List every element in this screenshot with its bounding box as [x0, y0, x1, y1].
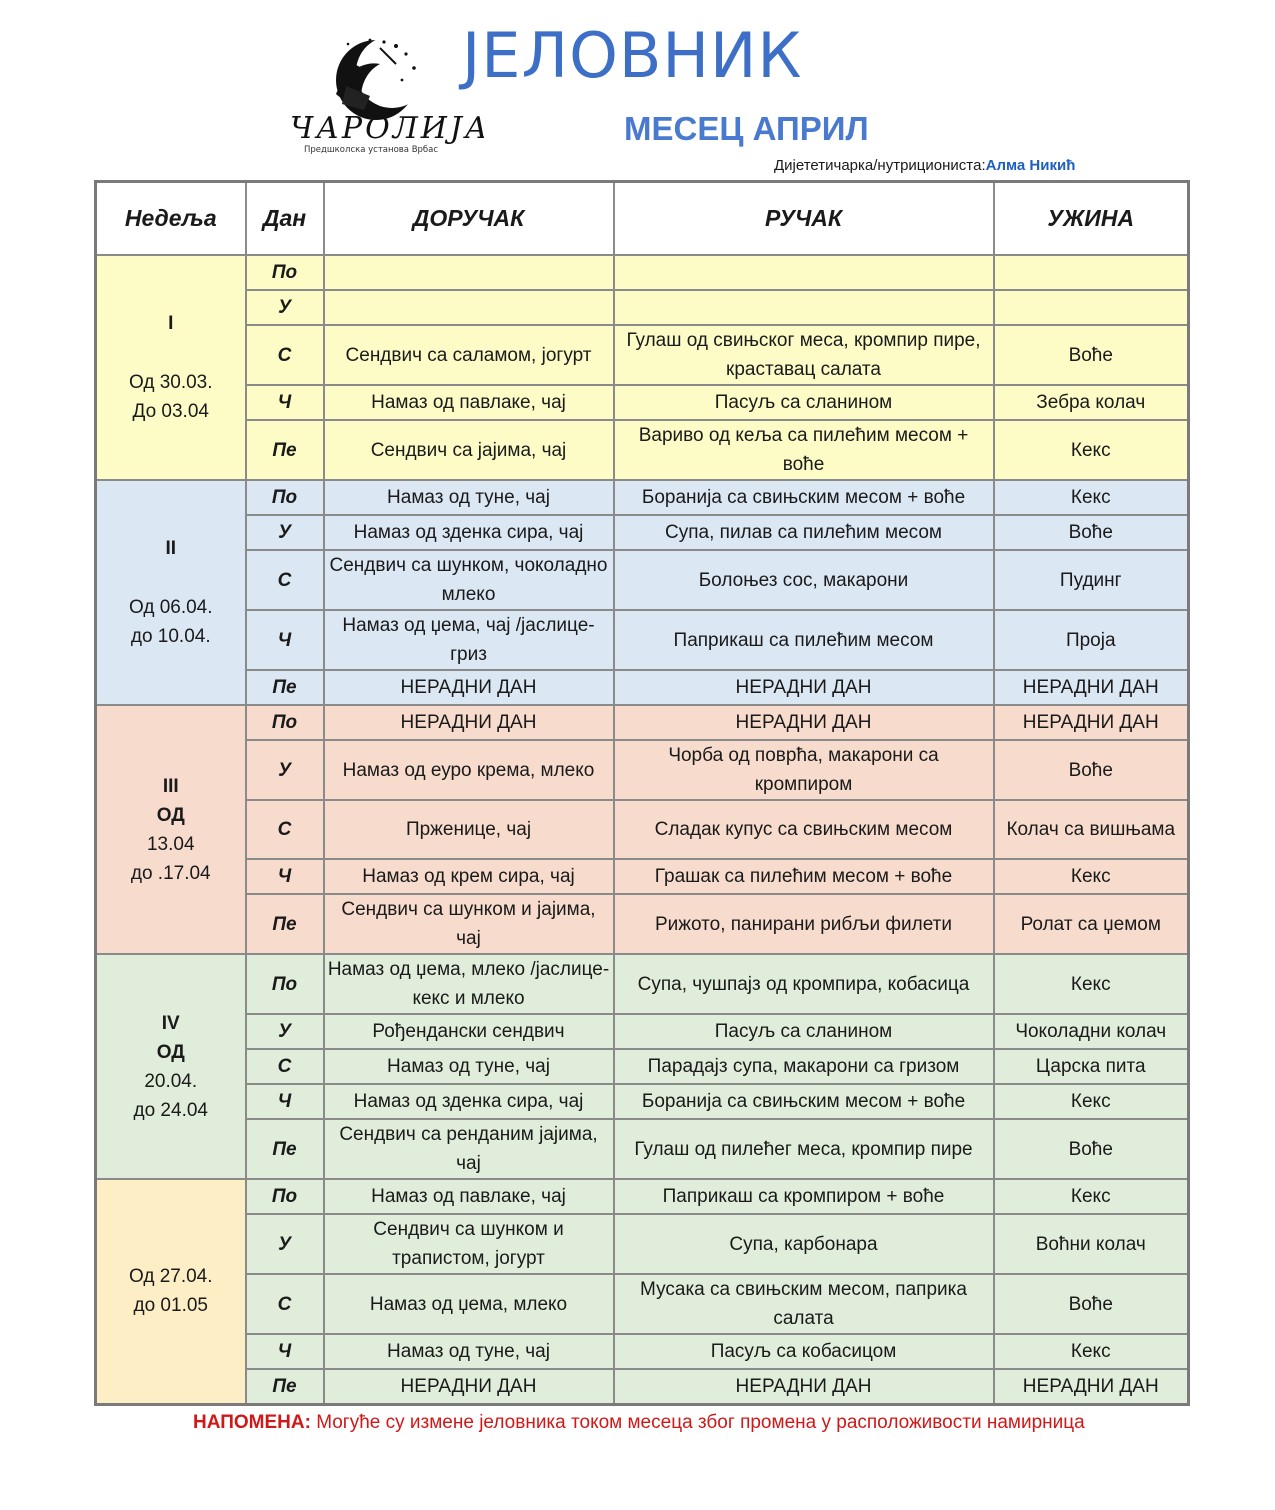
week-cell [96, 480, 246, 705]
note [193, 1408, 1193, 1438]
day-cell: По [246, 954, 324, 1014]
day-cell: Ч [246, 1084, 324, 1119]
snack-cell: Колач са вишњама [994, 800, 1189, 859]
month-title: МЕСЕЦ АПРИЛ [624, 110, 869, 147]
day-cell: Пе [246, 670, 324, 705]
breakfast-cell: НЕРАДНИ ДАН [324, 705, 614, 740]
breakfast-cell: Намаз од павлаке, чај [324, 385, 614, 420]
lunch-cell: Рижото, панирани рибљи филети [614, 894, 994, 954]
day-cell: У [246, 1214, 324, 1274]
week-range-start: Од 27.04. [128, 1266, 213, 1288]
week-cell [96, 1179, 246, 1404]
day-cell: С [246, 550, 324, 610]
table-row [96, 740, 1189, 800]
day-cell: У [246, 515, 324, 550]
lunch-cell: Мусака са свињским месом, паприка салата [614, 1274, 994, 1334]
week-range-end: до 10.04. [130, 626, 211, 647]
table-row [96, 550, 1189, 610]
day-cell: У [246, 290, 324, 325]
day-cell: С [246, 1274, 324, 1334]
week-range-start: Од 30.03. [128, 372, 213, 393]
week-range-end: до 24.04 [133, 1099, 208, 1121]
svg-text:ЧАРОЛИЈА: ЧАРОЛИЈА [290, 111, 484, 146]
nutritionist-label: Дијететичарка/нутриционистa: [774, 157, 986, 174]
table-row [96, 1014, 1189, 1049]
breakfast-cell: Намаз од зденка сира, чај [324, 1084, 614, 1119]
week-cell [96, 954, 246, 1179]
breakfast-cell: Рођендански сендвич [324, 1014, 614, 1049]
breakfast-cell: Сендвич са ренданим јајима, чај [324, 1119, 614, 1179]
lunch-cell: Паприкаш са кромпиром + воће [614, 1179, 994, 1214]
nutritionist-name: Алма Никић [985, 157, 1076, 174]
day-cell: По [246, 480, 324, 515]
table-row [96, 290, 1189, 325]
week-label-od: ОД [156, 804, 185, 826]
week-range-end: до .17.04 [130, 862, 211, 884]
week-range-start: 20.04. [144, 1070, 198, 1092]
lunch-cell: Пасуљ са кобасицом [614, 1334, 994, 1369]
breakfast-cell: Намаз од павлаке, чај [324, 1179, 614, 1214]
lunch-cell: Гулаш од свињског меса, кромпир пире, краставац салата [614, 325, 994, 385]
day-cell: Ч [246, 859, 324, 894]
lunch-cell: НЕРАДНИ ДАН [614, 705, 994, 740]
day-cell: У [246, 1014, 324, 1049]
lunch-cell: Сладак купус са свињским месом [614, 800, 994, 859]
table-row [96, 515, 1189, 550]
snack-cell: Воће [994, 515, 1189, 550]
day-cell: Ч [246, 610, 324, 670]
snack-cell: Ролат са џемом [994, 894, 1189, 954]
lunch-cell [614, 255, 994, 290]
snack-cell: Воће [994, 325, 1189, 385]
table-row [96, 385, 1189, 420]
snack-cell: Воће [994, 1274, 1189, 1334]
snack-cell: Кекс [994, 420, 1189, 480]
snack-cell: Кекс [994, 1334, 1189, 1369]
snack-cell [994, 290, 1189, 325]
snack-cell: Кекс [994, 859, 1189, 894]
snack-cell: Проја [994, 610, 1189, 670]
day-cell: Пе [246, 1119, 324, 1179]
lunch-cell: Болоњез сос, макарони [614, 550, 994, 610]
day-cell: У [246, 740, 324, 800]
snack-cell: Чоколадни колач [994, 1014, 1189, 1049]
breakfast-cell: Намаз од џема, млеко [324, 1274, 614, 1334]
lunch-cell: Грашак са пилећим месом + воће [614, 859, 994, 894]
table-row [96, 800, 1189, 859]
lunch-cell: Гулаш од пилећег меса, кромпир пире [614, 1119, 994, 1179]
snack-cell: Кекс [994, 1179, 1189, 1214]
week-range-end: До 03.04 [132, 401, 209, 422]
day-cell: По [246, 255, 324, 290]
lunch-cell: Пасуљ са сланином [614, 1014, 994, 1049]
breakfast-cell: Намаз од туне, чај [324, 1049, 614, 1084]
lunch-cell: Супа, чушпајз од кромпира, кобасица [614, 954, 994, 1014]
svg-text:Предшколска установа Врбас: Предшколска установа Врбас [304, 145, 439, 155]
lunch-cell: Боранија са свињским месом + воће [614, 480, 994, 515]
table-row [96, 1084, 1189, 1119]
week-range-start: 13.04 [146, 833, 195, 855]
snack-cell: Воће [994, 1119, 1189, 1179]
day-cell: По [246, 705, 324, 740]
lunch-cell: Парадајз супа, макарони са гризом [614, 1049, 994, 1084]
lunch-cell: Супа, пилав са пилећим месом [614, 515, 994, 550]
snack-cell [994, 255, 1189, 290]
breakfast-cell: Намаз од еуро крема, млеко [324, 740, 614, 800]
table-row [96, 1179, 1189, 1214]
note-label: НАПОМЕНА: [193, 1412, 311, 1433]
breakfast-cell: Намаз од џема, чај /јаслице- гриз [324, 610, 614, 670]
snack-cell: Зебра колач [994, 385, 1189, 420]
table-row [96, 255, 1189, 290]
breakfast-cell: Намаз од туне, чај [324, 1334, 614, 1369]
breakfast-cell [324, 290, 614, 325]
col-lunch: РУЧАК [614, 182, 994, 256]
week-label: III [162, 775, 179, 797]
day-cell: С [246, 1049, 324, 1084]
table-row [96, 480, 1189, 515]
table-row [96, 670, 1189, 705]
breakfast-cell: Сендвич са шунком, чоколадно млеко [324, 550, 614, 610]
table-row [96, 859, 1189, 894]
day-cell: По [246, 1179, 324, 1214]
col-week: Недеља [96, 182, 246, 256]
table-row [96, 894, 1189, 954]
week-cell [96, 255, 246, 480]
note-text: Могуће су измене јеловника током месеца због промена у расположивости намирница [316, 1412, 1085, 1433]
table-row [96, 1119, 1189, 1179]
week-label: IV [161, 1012, 180, 1034]
table-row [96, 705, 1189, 740]
day-cell: Пе [246, 1369, 324, 1404]
snack-cell: НЕРАДНИ ДАН [994, 1369, 1189, 1404]
snack-cell: Пудинг [994, 550, 1189, 610]
table-row [96, 1214, 1189, 1274]
table-row [96, 1274, 1189, 1334]
lunch-cell [614, 290, 994, 325]
lunch-cell: НЕРАДНИ ДАН [614, 1369, 994, 1404]
table-row [96, 954, 1189, 1014]
lunch-cell: Паприкаш са пилећим месом [614, 610, 994, 670]
day-cell: Пе [246, 894, 324, 954]
col-day: Дан [246, 182, 324, 256]
week-label-od: ОД [156, 1041, 185, 1063]
table-row [96, 610, 1189, 670]
breakfast-cell: НЕРАДНИ ДАН [324, 1369, 614, 1404]
lunch-cell: Вариво од кеља са пилећим месом + воће [614, 420, 994, 480]
snack-cell: НЕРАДНИ ДАН [994, 670, 1189, 705]
day-cell: Ч [246, 385, 324, 420]
lunch-cell: Пасуљ са сланином [614, 385, 994, 420]
header-row [96, 182, 1189, 256]
week-cell [96, 705, 246, 954]
col-snack: УЖИНА [994, 182, 1189, 256]
page-title: ЈЕЛОВНИК [462, 19, 803, 92]
week-label: I [168, 313, 174, 334]
breakfast-cell: НЕРАДНИ ДАН [324, 670, 614, 705]
lunch-cell: Чорба од поврћа, макарони са кромпиром [614, 740, 994, 800]
lunch-cell: НЕРАДНИ ДАН [614, 670, 994, 705]
col-breakfast: ДОРУЧАК [324, 182, 614, 256]
breakfast-cell: Сендвич са шунком и јајима, чај [324, 894, 614, 954]
snack-cell: Царска пита [994, 1049, 1189, 1084]
breakfast-cell: Намаз од туне, чај [324, 480, 614, 515]
week-label: II [165, 538, 177, 559]
table-row [96, 1334, 1189, 1369]
menu-table [94, 180, 1190, 1406]
logo [284, 34, 484, 156]
breakfast-cell: Намаз од џема, млеко /јаслице- кекс и млеко [324, 954, 614, 1014]
day-cell: Ч [246, 1334, 324, 1369]
snack-cell: НЕРАДНИ ДАН [994, 705, 1189, 740]
lunch-cell: Боранија са свињским месом + воће [614, 1084, 994, 1119]
snack-cell: Воћни колач [994, 1214, 1189, 1274]
breakfast-cell: Намаз од крем сира, чај [324, 859, 614, 894]
snack-cell: Кекс [994, 1084, 1189, 1119]
day-cell: Пе [246, 420, 324, 480]
breakfast-cell: Сендвич са саламом, јогурт [324, 325, 614, 385]
week-range-start: Од 06.04. [128, 597, 213, 618]
day-cell: С [246, 325, 324, 385]
breakfast-cell: Сендвич са шунком и трапистом, јогурт [324, 1214, 614, 1274]
lunch-cell: Супа, карбонара [614, 1214, 994, 1274]
week-range-end: до 01.05 [133, 1295, 208, 1317]
table-row [96, 1049, 1189, 1084]
table-row [96, 1369, 1189, 1404]
breakfast-cell: Сендвич са јајима, чај [324, 420, 614, 480]
day-cell: С [246, 800, 324, 859]
snack-cell: Воће [994, 740, 1189, 800]
breakfast-cell: Прженице, чај [324, 800, 614, 859]
breakfast-cell: Намаз од зденка сира, чај [324, 515, 614, 550]
breakfast-cell [324, 255, 614, 290]
nutritionist-line [774, 156, 1075, 176]
snack-cell: Кекс [994, 480, 1189, 515]
table-row [96, 420, 1189, 480]
table-row [96, 325, 1189, 385]
snack-cell: Кекс [994, 954, 1189, 1014]
